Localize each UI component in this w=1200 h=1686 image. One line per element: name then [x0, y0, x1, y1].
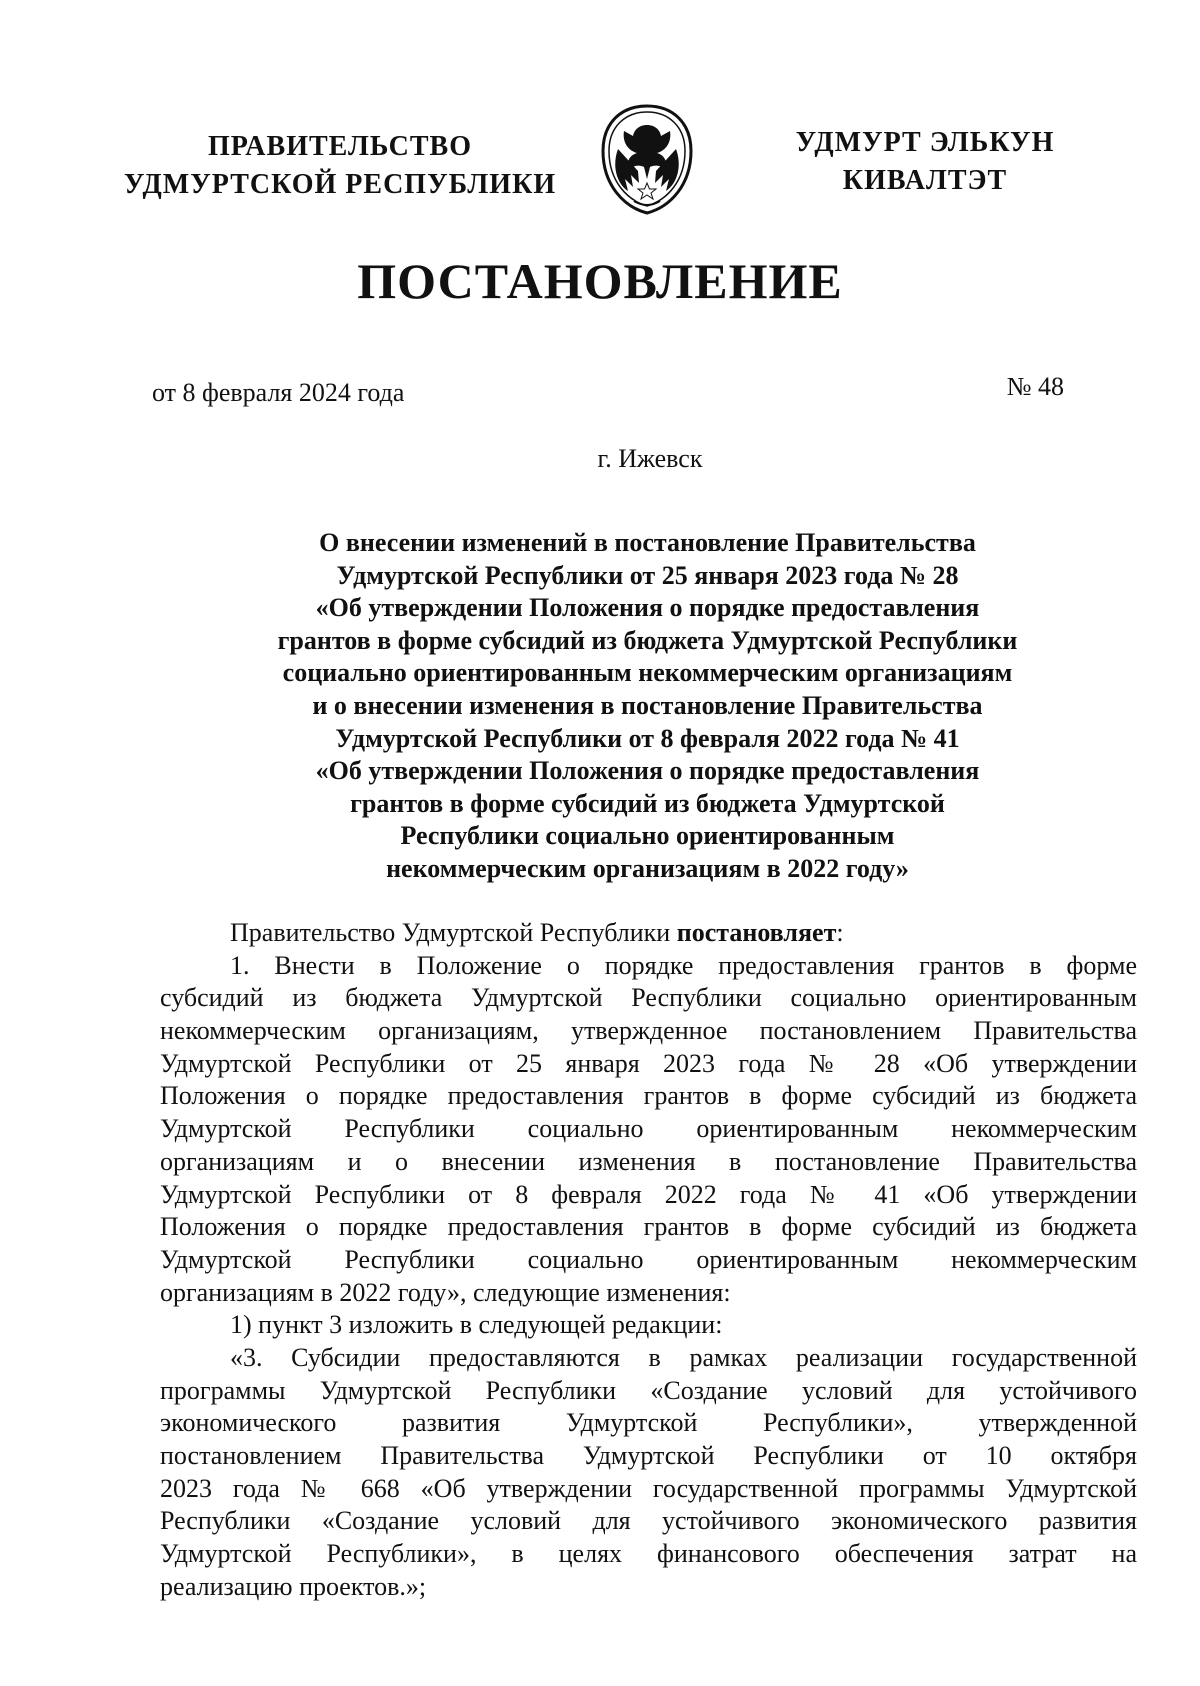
body-line: Положения о порядке предоставления грантов в форме субсидий из бюджета — [160, 1212, 1137, 1242]
issuer-udmurt-line-1: УДМУРТ ЭЛЬКУН — [795, 127, 1055, 158]
heading-line: и о внесении изменения в постановление Правительства — [312, 690, 983, 720]
udmurt-coat-of-arms-icon — [598, 103, 696, 217]
issuer-line-1: ПРАВИТЕЛЬСТВО — [208, 131, 472, 162]
heading-line: некоммерческим организациям в 2022 году» — [386, 853, 909, 883]
issuer-line-2: УДМУРТСКОЙ РЕСПУБЛИКИ — [123, 169, 557, 200]
document-body — [160, 917, 1137, 1603]
heading-line: «Об утверждении Положения о порядке предоставления — [315, 593, 980, 623]
intro-line — [160, 917, 1137, 950]
document-heading — [180, 527, 1115, 886]
heading-line: грантов в форме субсидий из бюджета Удмуртской — [350, 788, 945, 818]
body-line: 1) пункт 3 изложить в следующей редакции: — [230, 1310, 723, 1340]
body-line: программы Удмуртской Республики «Создание условий для устойчивого — [160, 1375, 1137, 1405]
body-line: Удмуртской Республики от 25 января 2023 года № 28 «Об утверждении — [160, 1048, 1137, 1078]
body-line: Удмуртской Республики социально ориентированным некоммерческим — [160, 1244, 1137, 1274]
heading-line: Республики социально ориентированным — [400, 821, 895, 851]
body-line: Удмуртской Республики», в целях финансового обеспечения затрат на — [160, 1539, 1137, 1569]
body-line: некоммерческим организациям, утвержденное постановлением Правительства — [160, 1016, 1137, 1046]
issuer-name-udmurt — [760, 124, 1090, 200]
body-line: Удмуртской Республики социально ориентированным некоммерческим — [160, 1114, 1137, 1144]
document-city: г. Ижевск — [597, 444, 703, 473]
intro-bold-word: постановляет — [676, 918, 837, 947]
heading-line: «Об утверждении Положения о порядке предоставления — [315, 756, 980, 786]
body-line: постановлением Правительства Удмуртской Республики от 10 октября — [160, 1441, 1137, 1470]
heading-line: Удмуртской Республики от 25 января 2023 года № 28 — [336, 560, 959, 590]
body-line: Удмуртской Республики от 8 февраля 2022 года № 41 «Об утверждении — [160, 1179, 1137, 1209]
body-line: «3. Субсидии предоставляются в рамках реализации государственной — [230, 1342, 1137, 1372]
body-line: Положения о порядке предоставления грантов в форме субсидий из бюджета — [160, 1081, 1137, 1111]
body-line: экономического развития Удмуртской Республики», утвержденной — [160, 1408, 1137, 1438]
heading-line: социально ориентированным некоммерческим организациям — [282, 658, 1013, 688]
body-line: субсидий из бюджета Удмуртской Республики социально ориентированным — [160, 983, 1137, 1013]
document-date: от 8 февраля 2024 года — [152, 378, 405, 407]
document-title: ПОСТАНОВЛЕНИЕ — [357, 253, 843, 309]
intro-tail: : — [836, 918, 844, 947]
body-line: Республики «Создание условий для устойчивого экономического развития — [160, 1506, 1137, 1536]
intro-text: Правительство Удмуртской Республики — [230, 918, 677, 947]
body-line: организациям и о внесении изменения в постановление Правительства — [160, 1146, 1137, 1176]
issuer-name-russian — [120, 128, 560, 204]
heading-line: грантов в форме субсидий из бюджета Удмуртской Республики — [277, 625, 1018, 655]
body-line: организациям в 2022 году», следующие изменения: — [160, 1277, 731, 1307]
body-line: 1. Внести в Положение о порядке предоставления грантов в форме — [230, 950, 1137, 980]
document-number: № 48 — [1006, 372, 1064, 401]
body-line: 2023 года № 668 «Об утверждении государственной программы Удмуртской — [160, 1473, 1137, 1503]
issuer-udmurt-line-2: КИВАЛТЭТ — [842, 165, 1008, 196]
heading-line: О внесении изменений в постановление Правительства — [319, 528, 976, 557]
heading-line: Удмуртской Республики от 8 февраля 2022 года № 41 — [335, 723, 960, 753]
body-line: реализацию проектов.»; — [160, 1571, 427, 1601]
